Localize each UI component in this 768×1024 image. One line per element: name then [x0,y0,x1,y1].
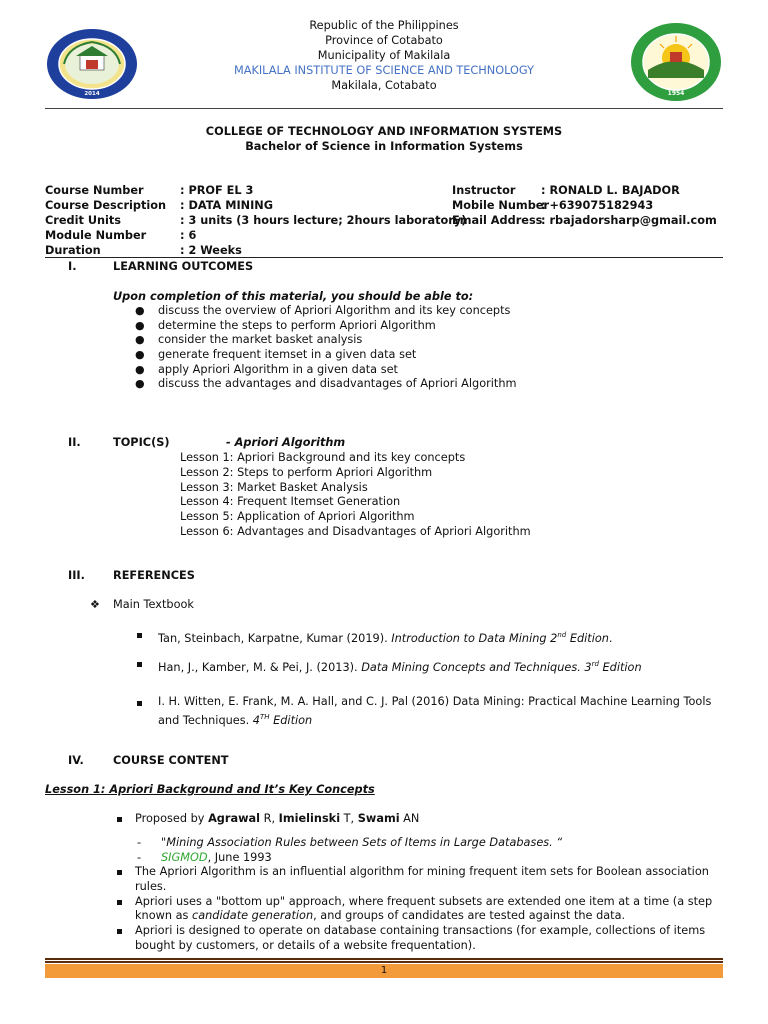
mobile-label: Mobile Number [452,199,550,212]
instructor-label: Instructor [452,184,516,197]
diamond-bullet-icon: ❖ [90,598,100,611]
header-province: Province of Cotabato [325,34,443,47]
paragraph-2-line-2 [135,909,625,924]
square-bullet-icon [117,817,122,822]
credit-units-value: : 3 units (3 hours lecture; 2hours laboratory) [180,214,467,227]
reference-1-period: . [608,631,613,645]
square-bullet-icon [117,929,122,934]
section-2-title: TOPIC(S) [113,436,170,449]
credit-units-label: Credit Units [45,214,122,227]
reference-1-title: Introduction to Data Mining 2 [391,631,558,645]
dash-bullet: - [137,836,142,849]
left-seal-year: 2014 [84,91,100,97]
paragraph-3-line-2: bought by customers, or details of a website frequentation). [135,939,476,952]
lesson-item: Lesson 2: Steps to perform Apriori Algorithm [180,466,433,479]
municipality-seal-logo [630,22,722,102]
venue-sigmod: SIGMOD [161,851,208,864]
duration-label: Duration [45,244,101,257]
reference-2-edition: Edition [598,660,642,674]
venue-line [161,851,272,866]
reference-2-authors: Han, J., Kamber, M. & Pei, J. (2013). [158,660,362,674]
reference-1-sup: nd [557,631,567,639]
header-institute: MAKILALA INSTITUTE OF SCIENCE AND TECHNOLOGY [233,64,535,77]
learning-outcomes-intro: Upon completion of this material, you should be able to: [113,290,474,303]
institute-seal-logo [46,28,138,100]
bullet-icon: ● [135,377,145,390]
footer-rule-bottom [45,961,723,963]
paragraph-2-line-1: Apriori uses a "bottom up" approach, where frequent subsets are extended one item at a time (a step [135,895,713,908]
reference-1-edition: Edition [566,631,609,645]
section-3-title: REFERENCES [113,569,195,582]
author-swami: Swami [357,812,400,825]
mobile-value: : +639075182943 [541,199,654,212]
course-description-value: : DATA MINING [180,199,274,212]
outcome-item: discuss the advantages and disadvantages of Apriori Algorithm [158,377,517,390]
outcome-item: generate frequent itemset in a given data set [158,348,417,361]
paper-title: "Mining Association Rules between Sets of Items in Large Databases. “ [161,836,563,849]
section-2-number: II. [68,436,81,449]
right-seal-year: 1954 [667,90,685,97]
header-republic: Republic of the Philippines [309,19,459,32]
bullet-icon: ● [135,319,145,332]
header-divider [45,108,723,109]
square-bullet-icon [117,870,122,875]
header-municipality: Municipality of Makilala [317,49,451,62]
reference-3-line-2 [158,710,312,728]
section-4-title: COURSE CONTENT [113,754,229,767]
reference-3-title-end: and Techniques. [158,713,253,727]
lesson-item: Lesson 4: Frequent Itemset Generation [180,495,401,508]
venue-date: , June 1993 [207,851,272,864]
author-imielinski-initial: T, [340,812,358,825]
college-name: COLLEGE OF TECHNOLOGY AND INFORMATION SYSTEMS [205,125,563,138]
section-4-number: IV. [68,754,84,767]
lesson-item: Lesson 5: Application of Apriori Algorithm [180,510,415,523]
square-bullet-icon [117,900,122,905]
author-agrawal-initial: R, [260,812,279,825]
page-number: 1 [380,965,388,976]
lesson-item: Lesson 6: Advantages and Disadvantages of Apriori Algorithm [180,525,531,538]
outcome-item: determine the steps to perform Apriori Algorithm [158,319,436,332]
course-description-label: Course Description [45,199,167,212]
outcome-item: consider the market basket analysis [158,333,363,346]
dash-bullet: - [137,851,142,864]
email-value: : rbajadorsharp@gmail.com [541,214,717,227]
lesson-item: Lesson 1: Apriori Background and its key concepts [180,451,466,464]
proposed-by [135,812,419,827]
header-location: Makilala, Cotabato [331,79,437,92]
reference-2 [158,657,642,675]
email-label: Email Address [452,214,543,227]
reference-3-line-1: I. H. Witten, E. Frank, M. A. Hall, and C. J. Pal (2016) Data Mining: Practical Machine Learning Tools [158,695,712,708]
page-footer [45,964,723,978]
reference-1-authors: Tan, Steinbach, Karpatne, Kumar (2019). [158,631,392,645]
bullet-icon: ● [135,304,145,317]
bullet-icon: ● [135,363,145,376]
bullet-icon: ● [135,348,145,361]
square-bullet-icon [137,662,142,667]
course-number-value: : PROF EL 3 [180,184,254,197]
instructor-value: : RONALD L. BAJADOR [541,184,680,197]
proposed-prefix: Proposed by [135,812,209,825]
author-swami-initial: AN [399,812,420,825]
section-1-title: LEARNING OUTCOMES [113,260,254,273]
course-number-label: Course Number [45,184,144,197]
reference-2-title: Data Mining Concepts and Techniques. 3 [361,660,592,674]
reference-3-sup: TH [259,713,270,721]
main-textbook-label: Main Textbook [113,598,194,611]
module-number-label: Module Number [45,229,147,242]
author-agrawal: Agrawal [208,812,261,825]
square-bullet-icon [137,633,142,638]
author-imielinski: Imielinski [278,812,341,825]
course-info-divider [45,257,723,258]
reference-3-edition-num: 4 [252,713,260,727]
reference-1 [158,628,613,646]
paragraph-1-line-2: rules. [135,880,167,893]
outcome-item: discuss the overview of Apriori Algorithm and its key concepts [158,304,511,317]
section-1-number: I. [68,260,77,273]
paragraph-1-line-1: The Apriori Algorithm is an influential algorithm for mining frequent item sets for Boolean association [135,865,709,878]
bullet-icon: ● [135,333,145,346]
outcome-item: apply Apriori Algorithm in a given data set [158,363,398,376]
reference-3-edition: Edition [269,713,313,727]
candidate-generation-term: candidate generation [192,909,314,922]
lesson-1-heading: Lesson 1: Apriori Background and It’s Key Concepts [45,783,375,796]
module-number-value: : 6 [180,229,197,242]
program-name: Bachelor of Science in Information Systems [245,140,523,153]
lesson-item: Lesson 3: Market Basket Analysis [180,481,368,494]
paragraph-2-text: known as [135,909,193,922]
paragraph-3-line-1: Apriori is designed to operate on database containing transactions (for example, collections of items [135,924,706,937]
topic-name: - Apriori Algorithm [226,436,346,449]
paragraph-2-text-end: , and groups of candidates are tested against the data. [313,909,626,922]
section-3-number: III. [68,569,85,582]
footer-rule-top [45,958,723,960]
square-bullet-icon [137,701,142,706]
duration-value: : 2 Weeks [180,244,242,257]
reference-2-sup: rd [591,660,599,668]
